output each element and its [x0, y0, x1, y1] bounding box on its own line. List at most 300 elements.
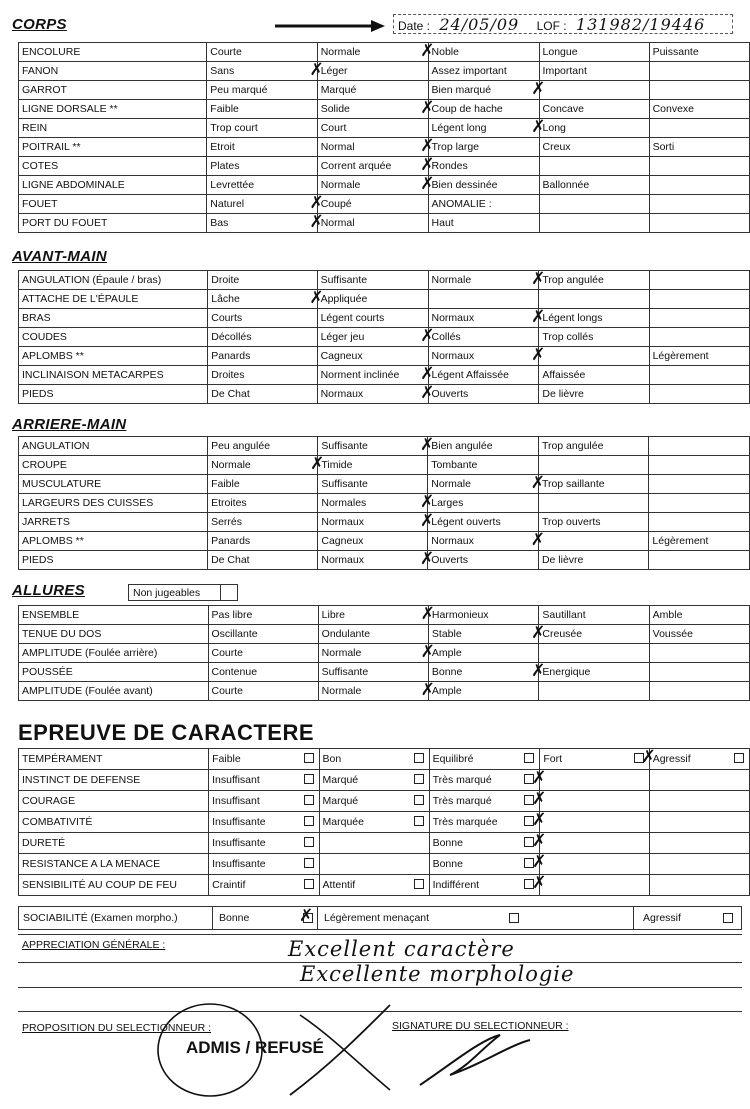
option-courte[interactable] [208, 682, 318, 701]
row-label: APLOMBS ** [19, 532, 208, 551]
option-empty[interactable] [649, 290, 749, 309]
checkbox[interactable] [414, 753, 424, 763]
checkbox[interactable] [414, 816, 424, 826]
option-label: Normales [321, 497, 367, 509]
row-label: REIN [19, 119, 207, 138]
non-jugeables-box[interactable] [128, 584, 238, 601]
row-label: COURAGE [19, 791, 209, 812]
option-empty[interactable] [540, 812, 649, 833]
option-empty[interactable] [538, 494, 648, 513]
check-mark-icon: ✗ [531, 307, 546, 327]
option-affaissee[interactable] [539, 366, 649, 385]
row-cotes [19, 157, 750, 176]
option-label: Appliquée [320, 293, 368, 305]
checkbox[interactable] [304, 837, 314, 847]
option-voussee[interactable] [649, 625, 749, 644]
option-empty[interactable] [649, 81, 749, 100]
option-normaux[interactable] [318, 511, 435, 532]
option-label: Haut [431, 217, 454, 229]
option-rondes[interactable] [428, 157, 539, 176]
option-empty[interactable] [539, 682, 649, 701]
option-label: Faible [212, 753, 241, 765]
row-ensemble [19, 606, 750, 625]
option-ouverts[interactable] [428, 551, 539, 570]
option-bas[interactable] [207, 212, 324, 233]
option-bonne[interactable] [429, 852, 547, 875]
option-label: Normaux [321, 516, 364, 528]
option-panards[interactable] [208, 347, 317, 366]
option-label: Légent Affaissée [431, 369, 509, 381]
option-label: Solide [320, 103, 350, 115]
option-empty[interactable] [539, 195, 649, 214]
option-bonne[interactable] [428, 661, 546, 682]
option-noble[interactable] [428, 43, 539, 62]
row-label: CROUPE [19, 456, 208, 475]
option-empty[interactable] [538, 456, 648, 475]
option-label: Normaux [321, 554, 364, 566]
option-legerement[interactable] [649, 347, 749, 366]
option-label: Insuffisant [212, 774, 260, 786]
option-label: De Chat [211, 388, 250, 400]
option-de-lievre[interactable] [539, 385, 649, 404]
option-faible[interactable] [209, 749, 319, 770]
option-empty[interactable] [540, 833, 649, 854]
option-ondulante[interactable] [318, 625, 428, 644]
option-ballonnee[interactable] [539, 176, 649, 195]
option-oscillante[interactable] [208, 625, 318, 644]
option-naturel[interactable] [207, 193, 324, 214]
checkbox[interactable] [304, 795, 314, 805]
option-haut[interactable] [428, 214, 539, 233]
option-sans[interactable] [207, 60, 324, 81]
option-court[interactable] [317, 119, 428, 138]
option-empty[interactable] [428, 290, 539, 309]
option-de-lievre[interactable] [538, 551, 648, 570]
option-label: Lâche [211, 293, 240, 305]
row-attache-de-l-epaule [19, 290, 750, 309]
option-empty[interactable] [649, 682, 749, 701]
option-empty[interactable] [649, 644, 749, 663]
proposition-label: PROPOSITION DU SELECTIONNEUR : [22, 1022, 212, 1034]
checkbox[interactable] [304, 879, 314, 889]
option-empty[interactable] [649, 494, 750, 513]
option-appliquee[interactable] [317, 290, 428, 309]
caractere-table [18, 748, 750, 896]
option-empty[interactable] [649, 328, 749, 347]
option-label: Marqué [322, 795, 359, 807]
option-bon[interactable] [319, 749, 429, 770]
option-normale[interactable] [428, 269, 546, 290]
checkbox[interactable] [304, 753, 314, 763]
row-poussee [19, 663, 750, 682]
option-agressif[interactable] [649, 749, 749, 770]
option-marque[interactable] [319, 791, 429, 812]
section-allures-title: ALLURES [12, 582, 85, 599]
non-jugeables-label: Non jugeables [133, 587, 201, 599]
option-etroit[interactable] [207, 138, 317, 157]
option-label: ANOMALIE : [431, 198, 492, 210]
lof-value[interactable]: 131982/19446 [575, 15, 706, 34]
checkbox[interactable] [304, 816, 314, 826]
option-courts[interactable] [208, 309, 317, 328]
option-normale[interactable] [208, 454, 325, 475]
checkbox[interactable] [734, 753, 744, 763]
check-mark-icon: ✗ [531, 269, 546, 289]
option-empty[interactable] [538, 532, 648, 551]
option-label: Noble [431, 46, 459, 58]
option-normale[interactable] [317, 41, 435, 62]
option-legent-courts[interactable] [317, 309, 428, 328]
option-norment-inclinee[interactable] [317, 364, 435, 385]
option-empty[interactable] [539, 644, 649, 663]
option-stable[interactable] [428, 623, 546, 644]
option-tres-marque[interactable] [429, 768, 547, 791]
option-normaux[interactable] [317, 383, 435, 404]
option-normal[interactable] [317, 214, 428, 233]
option-leger-jeu[interactable] [317, 326, 435, 347]
option-legent-long[interactable] [428, 117, 546, 138]
option-label: Agressif [652, 753, 691, 765]
allures-table [18, 605, 750, 701]
section-avant-title: AVANT-MAIN [12, 248, 107, 265]
option-faible[interactable] [207, 100, 317, 119]
option-label: Normaux [431, 535, 474, 547]
option-label: Courts [211, 312, 243, 324]
option-ample[interactable] [428, 682, 539, 701]
option-important[interactable] [539, 62, 649, 81]
option-label: Normale [321, 647, 362, 659]
row-inclinaison-metacarpes [19, 366, 750, 385]
row-label: PIEDS [19, 551, 208, 570]
option-empty[interactable] [649, 271, 749, 290]
option-trop-saillante[interactable] [538, 475, 648, 494]
checkbox[interactable] [414, 795, 424, 805]
option-label: Serrés [211, 516, 242, 528]
option-label: Trop angulée [541, 440, 604, 452]
option-empty[interactable] [539, 81, 649, 100]
option-contenue[interactable] [208, 663, 318, 682]
option-label: Long [542, 122, 566, 134]
option-normaux[interactable] [318, 549, 435, 570]
option-empty[interactable] [649, 366, 749, 385]
option-empty[interactable] [649, 62, 749, 81]
option-empty[interactable] [649, 770, 749, 791]
check-mark-icon: ✗ [309, 60, 324, 80]
option-levrettee[interactable] [207, 176, 317, 195]
option-empty[interactable] [540, 770, 649, 791]
option-normale[interactable] [318, 680, 435, 701]
option-label: Voussée [652, 628, 693, 640]
appreciation-line-2[interactable]: Excellente morphologie [300, 962, 575, 986]
option-insuffisant[interactable] [209, 791, 319, 812]
sociabilite-leg: Légèrement menaçant [324, 912, 430, 924]
row-sensibilite-au-coup-de-feu [19, 875, 750, 896]
option-label: Bon [322, 753, 342, 765]
option-marque[interactable] [319, 770, 429, 791]
section-arriere-title: ARRIERE-MAIN [12, 416, 127, 433]
option-tombante[interactable] [428, 456, 539, 475]
option-faible[interactable] [208, 475, 318, 494]
option-cagneux[interactable] [317, 347, 428, 366]
option-empty[interactable] [319, 833, 429, 854]
option-empty[interactable] [649, 176, 749, 195]
option-creusee[interactable] [539, 625, 649, 644]
option-libre[interactable] [318, 604, 435, 625]
option-suffisante[interactable] [317, 271, 428, 290]
check-mark-icon: ✗ [419, 492, 435, 512]
option-label: Trop ouverts [541, 516, 601, 528]
row-amplitude-foulee-avant [19, 682, 750, 701]
option-normaux[interactable] [428, 345, 546, 366]
option-trop-colles[interactable] [539, 328, 649, 347]
option-droite[interactable] [208, 271, 317, 290]
option-plates[interactable] [207, 157, 317, 176]
option-empty[interactable] [649, 157, 749, 176]
option-insuffisant[interactable] [209, 770, 319, 791]
check-mark-icon: ✗ [419, 549, 435, 569]
option-empty[interactable] [649, 195, 749, 214]
option-trop-angulee[interactable] [539, 271, 649, 290]
option-pas-libre[interactable] [208, 606, 318, 625]
sociabilite-agressif-checkbox[interactable] [723, 913, 733, 923]
option-label: Sautillant [542, 609, 586, 621]
option-marque[interactable] [317, 81, 428, 100]
option-insuffisante[interactable] [209, 812, 319, 833]
option-coupe[interactable] [317, 195, 428, 214]
option-suffisante[interactable] [318, 475, 428, 494]
option-courte[interactable] [207, 43, 317, 62]
option-label: Timide [321, 459, 353, 471]
option-amble[interactable] [649, 606, 749, 625]
option-label: Convexe [652, 103, 695, 115]
date-value[interactable]: 24/05/09 [439, 15, 520, 34]
option-empty[interactable] [649, 663, 749, 682]
option-harmonieux[interactable] [428, 606, 539, 625]
option-energique[interactable] [539, 663, 649, 682]
option-coup-de-hache[interactable] [428, 100, 539, 119]
option-puissante[interactable] [649, 43, 749, 62]
option-ample[interactable] [428, 644, 539, 663]
option-leger[interactable] [317, 62, 428, 81]
row-combativite [19, 812, 750, 833]
option-insuffisante[interactable] [209, 833, 319, 854]
option-empty[interactable] [649, 791, 749, 812]
option-bien-angulee[interactable] [428, 437, 539, 456]
option-label: Important [542, 65, 587, 77]
option-empty[interactable] [540, 875, 649, 896]
option-empty[interactable] [649, 513, 750, 532]
option-empty[interactable] [539, 290, 649, 309]
option-empty[interactable] [649, 119, 749, 138]
option-normale[interactable] [318, 642, 435, 663]
row-label: ANGULATION (Épaule / bras) [19, 271, 208, 290]
option-creux[interactable] [539, 138, 649, 157]
option-empty[interactable] [649, 875, 749, 896]
option-fort[interactable] [540, 747, 656, 770]
option-suffisante[interactable] [318, 663, 428, 682]
row-resistance-a-la-menace [19, 854, 750, 875]
row-fanon [19, 62, 750, 81]
option-droites[interactable] [208, 366, 317, 385]
option-label: Creux [542, 141, 571, 153]
option-label: Marqué [322, 774, 359, 786]
option-empty[interactable] [649, 475, 750, 494]
option-panards[interactable] [208, 532, 318, 551]
admis-refuse-choice[interactable]: ADMIS / REFUSÉ [186, 1038, 324, 1057]
sociabilite-leg-checkbox[interactable] [509, 913, 519, 923]
option-normal[interactable] [317, 136, 435, 157]
option-empty[interactable] [540, 854, 649, 875]
row-pieds [19, 385, 750, 404]
option-label: Faible [210, 103, 239, 115]
row-ligne-abdominale [19, 176, 750, 195]
check-mark-icon: ✗ [532, 789, 547, 809]
option-label: Etroit [210, 141, 235, 153]
option-label: Coup de hache [431, 103, 503, 115]
option-convexe[interactable] [649, 100, 749, 119]
option-sautillant[interactable] [539, 606, 649, 625]
option-bien-dessinee[interactable] [428, 176, 539, 195]
option-empty[interactable] [539, 347, 649, 366]
option-tres-marque[interactable] [429, 789, 547, 812]
option-concave[interactable] [539, 100, 649, 119]
option-label: Suffisante [321, 478, 368, 490]
option-empty[interactable] [649, 854, 749, 875]
option-tres-marquee[interactable] [429, 810, 547, 833]
check-mark-icon: ✗ [531, 623, 546, 643]
option-empty[interactable] [649, 214, 749, 233]
option-normale[interactable] [428, 473, 545, 494]
option-label: Normale [211, 459, 251, 471]
option-legent-ouverts[interactable] [428, 513, 539, 532]
option-larges[interactable] [428, 494, 539, 513]
row-label: RESISTANCE A LA MENACE [19, 854, 209, 875]
check-mark-icon: ✗ [531, 79, 546, 99]
option-empty[interactable] [649, 309, 749, 328]
option-attentif[interactable] [319, 875, 429, 896]
option-trop-large[interactable] [428, 138, 539, 157]
option-label: Faible [211, 478, 240, 490]
option-label: Affaissée [542, 369, 586, 381]
option-suffisante[interactable] [318, 435, 435, 456]
option-trop-angulee[interactable] [538, 437, 648, 456]
option-empty[interactable] [319, 854, 429, 875]
option-bonne[interactable] [429, 831, 547, 854]
option-normales[interactable] [318, 492, 435, 513]
option-longue[interactable] [539, 43, 649, 62]
checkbox[interactable] [304, 774, 314, 784]
option-insuffisante[interactable] [209, 854, 319, 875]
option-legerement[interactable] [649, 532, 750, 551]
row-label: GARROT [19, 81, 207, 100]
checkbox[interactable] [524, 753, 534, 763]
option-empty[interactable] [540, 791, 649, 812]
option-legent-longs[interactable] [539, 309, 649, 328]
option-normaux[interactable] [428, 307, 546, 328]
option-long[interactable] [539, 119, 649, 138]
row-label: FANON [19, 62, 207, 81]
date-lof-box[interactable] [393, 14, 733, 34]
option-timide[interactable] [318, 456, 428, 475]
option-label: Normal [320, 141, 355, 153]
option-anomalie[interactable] [428, 195, 539, 214]
option-empty[interactable] [649, 456, 750, 475]
appreciation-line-1[interactable]: Excellent caractère [288, 937, 515, 961]
option-empty[interactable] [649, 437, 750, 456]
option-equilibre[interactable] [429, 749, 540, 770]
option-assez-important[interactable] [428, 62, 539, 81]
check-mark-icon: ✗ [420, 604, 435, 624]
check-mark-icon: ✗ [420, 364, 435, 384]
option-solide[interactable] [317, 98, 435, 119]
option-label: Normal [320, 217, 355, 229]
option-legent-affaissee[interactable] [428, 366, 539, 385]
option-normale[interactable] [317, 174, 435, 195]
option-label: Harmonieux [431, 609, 489, 621]
check-mark-icon: ✗ [420, 174, 435, 194]
option-empty[interactable] [649, 833, 749, 854]
option-empty[interactable] [649, 551, 750, 570]
option-trop-ouverts[interactable] [538, 513, 648, 532]
option-de-chat[interactable] [208, 385, 317, 404]
option-corrent-arquee[interactable] [317, 155, 435, 176]
option-bien-marque[interactable] [428, 79, 546, 100]
checkbox[interactable] [304, 858, 314, 868]
option-serres[interactable] [208, 513, 318, 532]
row-label: POITRAIL ** [19, 138, 207, 157]
option-peu-marque[interactable] [207, 81, 317, 100]
check-mark-icon: ✗ [420, 642, 435, 662]
checkbox[interactable] [414, 774, 424, 784]
option-cagneux[interactable] [318, 532, 428, 551]
option-label: Très marquée [432, 816, 498, 828]
option-marquee[interactable] [319, 812, 429, 833]
option-colles[interactable] [428, 328, 539, 347]
date-label: Date : [398, 19, 431, 33]
row-croupe [19, 456, 750, 475]
option-label: Trop collés [542, 331, 594, 343]
option-de-chat[interactable] [208, 551, 318, 570]
option-empty[interactable] [649, 385, 749, 404]
option-ouverts[interactable] [428, 385, 539, 404]
option-label: Légèrement [652, 535, 709, 547]
option-normaux[interactable] [428, 530, 545, 551]
option-etroites[interactable] [208, 494, 318, 513]
option-trop-court[interactable] [207, 119, 317, 138]
option-lache[interactable] [208, 288, 324, 309]
option-peu-angulee[interactable] [208, 437, 318, 456]
option-empty[interactable] [539, 214, 649, 233]
row-label: POUSSÉE [19, 663, 209, 682]
check-mark-icon: ✗ [420, 98, 435, 118]
option-sorti[interactable] [649, 138, 749, 157]
option-label: Courte [210, 46, 242, 58]
option-courte[interactable] [208, 644, 318, 663]
checkbox[interactable] [414, 879, 424, 889]
option-indifferent[interactable] [429, 873, 547, 896]
option-decolles[interactable] [208, 328, 317, 347]
option-label: Insuffisante [212, 858, 266, 870]
option-label: Suffisante [320, 274, 368, 286]
option-craintif[interactable] [209, 875, 319, 896]
arriere-main-table [18, 436, 750, 570]
lof-label: LOF : [536, 19, 567, 33]
option-label: Contenue [211, 666, 258, 678]
option-empty[interactable] [539, 157, 649, 176]
option-label: Légent ouverts [431, 516, 501, 528]
option-empty[interactable] [649, 812, 749, 833]
option-label: Bonne [432, 858, 463, 870]
